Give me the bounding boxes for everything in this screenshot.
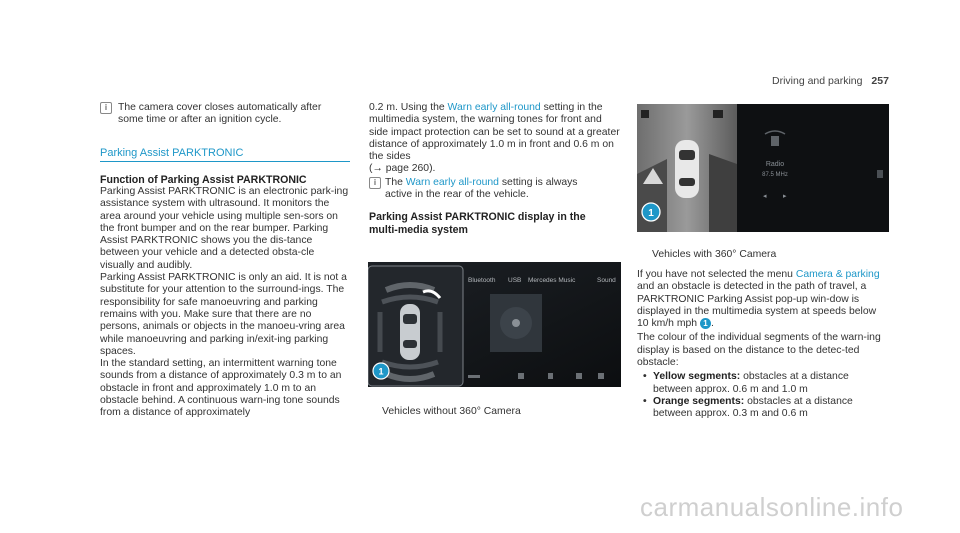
camera-display: [637, 104, 889, 232]
paragraph-function: Parking Assist PARKTRONIC is an electronic park‐ing assistance system with ultrasound. It monitors the area around your vehicle using multiple sen‐sors on the front bumper and on the rear bumper. Parking Assist PARKTRONIC shows you the dis‐tance between your vehicle and a detected obsta‐cle visually and audibly.: [100, 186, 349, 271]
svg-text:87.5 MHz: 87.5 MHz: [762, 172, 788, 178]
info-icon: i: [100, 102, 112, 114]
page-reference[interactable]: (→ page 260).: [369, 163, 436, 175]
car-top-view-icon: [400, 304, 420, 360]
warn-early-note-link[interactable]: Warn early all-round: [405, 176, 499, 188]
page-number: 257: [871, 75, 889, 87]
svg-text:USB: USB: [508, 277, 522, 284]
page-header: [772, 75, 889, 87]
camera-note-text: The camera cover closes automatically after some time or after an ignition cycle.: [118, 102, 322, 126]
warn-early-link[interactable]: Warn early all-round: [447, 102, 541, 113]
subheading-function: Function of Parking Assist PARKTRONIC: [100, 173, 307, 186]
paragraph-standard-setting: In the standard setting, an intermittent warning tone sounds from a distance of approximately 0.3 m to an obstacle in front and approximately 1.0 m to an obstacle behind. A continuous warn‐ing tone sounds from a distance of approximately: [100, 358, 342, 419]
watermark: carmanualsonline.info: [640, 492, 904, 522]
list-item: • Yellow segments: obstacles at a distance between approx. 0.6 m and 1.0 m: [643, 371, 849, 395]
header-section: Driving and parking: [772, 75, 863, 87]
warn-early-note: i The Warn early all-round setting is always active in the rear of the vehicle.: [369, 177, 621, 202]
column-1: [100, 102, 355, 420]
camera-parking-link[interactable]: Camera & parking: [795, 269, 880, 280]
list-item: • Orange segments: obstacles at a distance between approx. 0.3 m and 0.6 m: [643, 395, 853, 420]
column-3: [637, 269, 889, 421]
svg-text:1: 1: [378, 366, 384, 377]
subheading-display: Parking Assist PARKTRONIC display in the multi‐media system: [369, 211, 586, 236]
camera-note: [100, 102, 355, 127]
svg-text:Mercedes Music: Mercedes Music: [528, 277, 576, 284]
next-icon: ▸: [783, 193, 787, 200]
svg-text:Bluetooth: Bluetooth: [468, 277, 496, 284]
column-2: [369, 102, 621, 236]
svg-text:Radio: Radio: [765, 161, 785, 168]
svg-text:1: 1: [648, 208, 654, 219]
camera-icon: [713, 110, 723, 118]
marker-1-inline: 1: [700, 318, 711, 329]
info-icon: i: [369, 177, 381, 189]
segment-list: [637, 371, 889, 420]
paragraph-popup: If you have not selected the menu Camera & parking and an obstacle is detected in the path of travel, a PARKTRONIC Parking Assist pop-up win‐dow is displayed in the multimedia system at speeds below 10 km/h mph 1 .: [637, 269, 880, 330]
parktronic-display: [368, 262, 621, 387]
previous-icon: ◂: [763, 193, 767, 200]
paragraph-colour: The colour of the individual segments of the warn‐ing display is based on the distance to the detec‐ted obstacle:: [637, 332, 881, 369]
car-top-view-icon: [675, 140, 699, 198]
paragraph-aid: Parking Assist PARKTRONIC is only an aid. It is not a substitute for your attention to the surround‐ings. The responsibility for safe manoeuvring and parking remains with you. Make sure that there are no persons, animals or objects in the manoeu‐vring area while manoeuvring and parking in/exit‐ing parking spaces.: [100, 272, 347, 357]
caption-with-camera: Vehicles with 360° Camera: [652, 249, 777, 260]
paragraph-warn-early: 0.2 m. Using the Warn early all-round setting in the multimedia system, the warning tones for front and side impact protection can be set to sound at a greater distance of approximately 1.0 m in front and 0.6 m on the sides (→ page 260).: [369, 102, 620, 175]
multimedia-screen-with-camera: [637, 104, 889, 232]
caption-without-camera: Vehicles without 360° Camera: [382, 406, 521, 417]
svg-text:Sound: Sound: [597, 277, 616, 284]
multimedia-screen-without-camera: [368, 262, 621, 387]
section-title: Parking Assist PARKTRONIC: [100, 147, 350, 162]
